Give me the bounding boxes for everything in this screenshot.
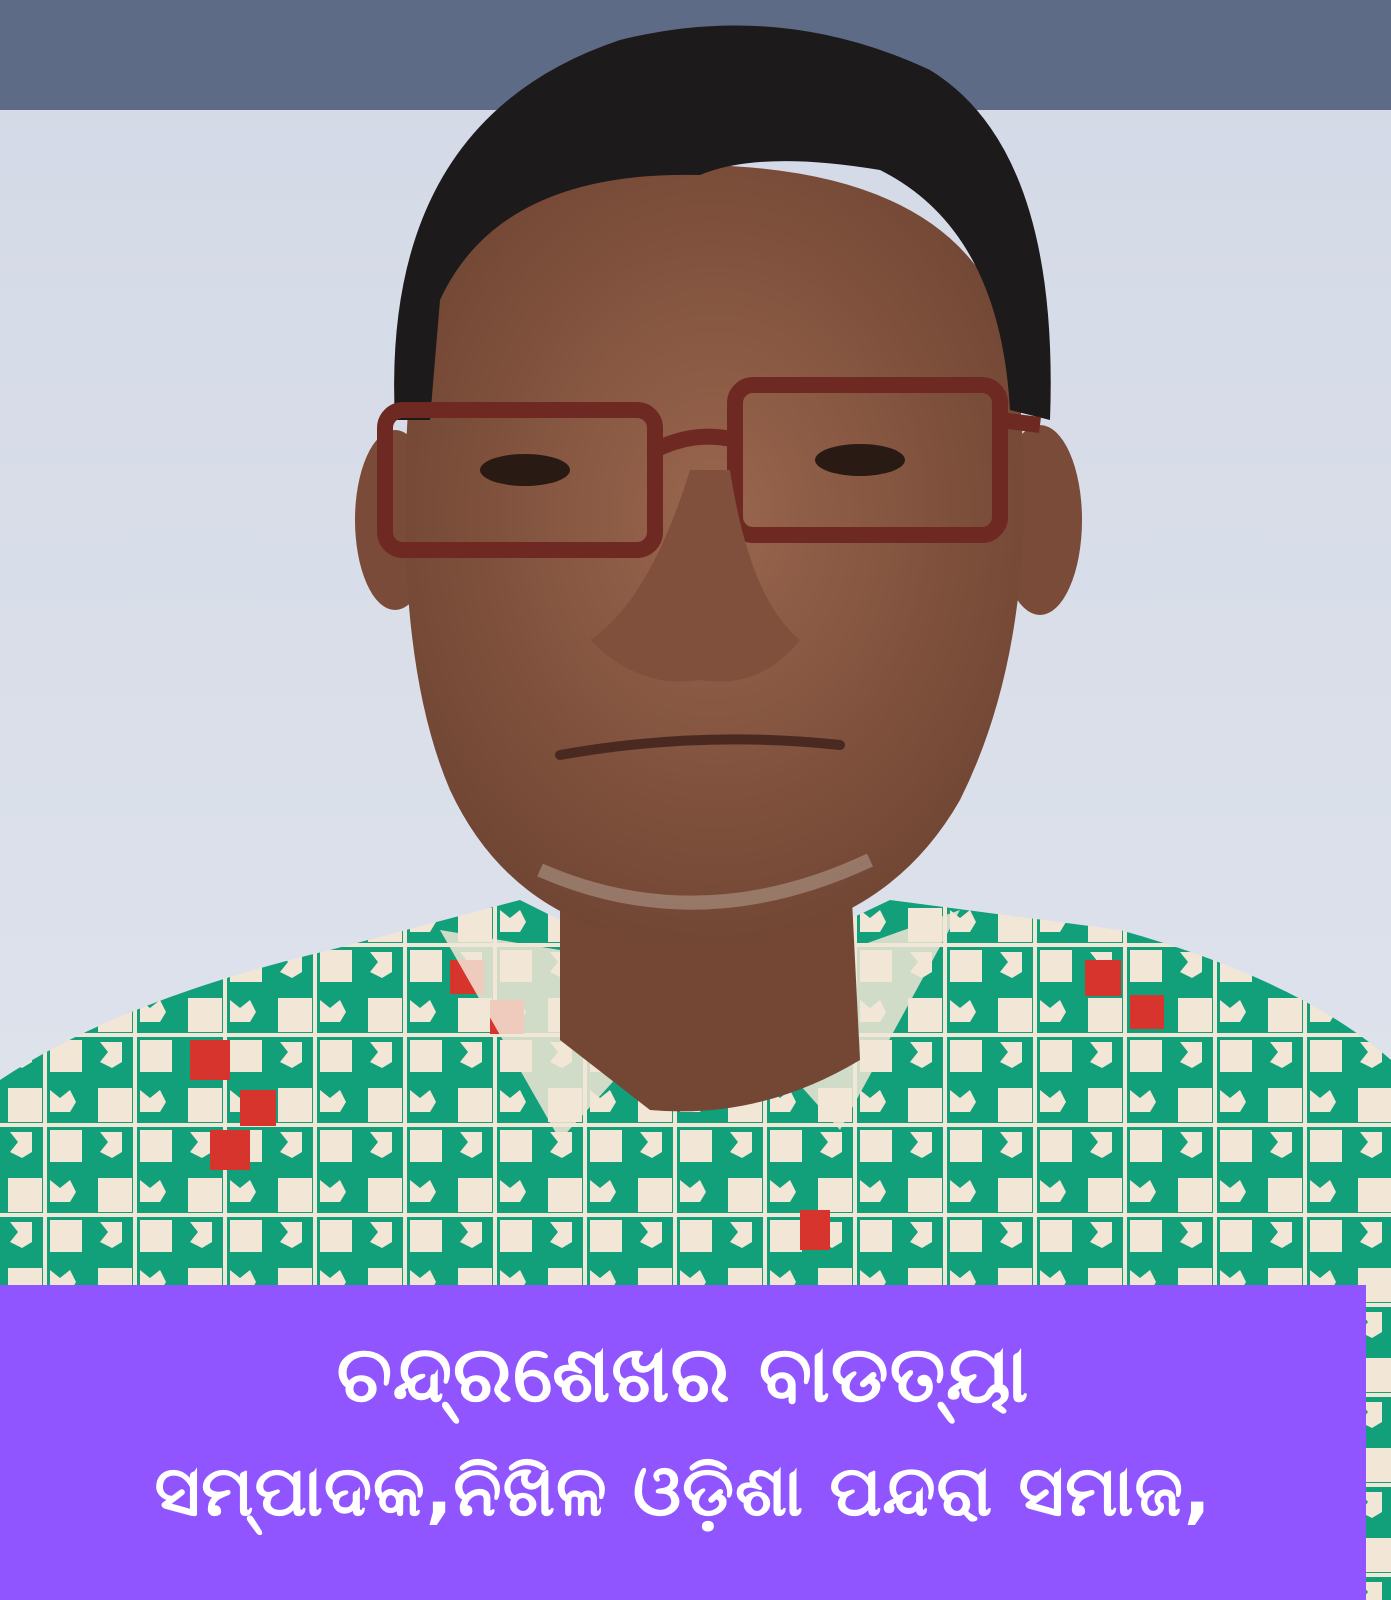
caption-banner bbox=[0, 1285, 1366, 1600]
person-name: ଚନ୍ଦ୍ରଶେଖର ବାଡତ୍ୟା bbox=[336, 1329, 1030, 1420]
person-designation: ସମ୍ପାଦକ,ନିଖିଳ ଓଡ଼ିଶା ପନ୍ଦରା ସମାଜ, bbox=[154, 1449, 1212, 1532]
right-eye bbox=[815, 444, 905, 476]
left-eye bbox=[480, 454, 570, 486]
